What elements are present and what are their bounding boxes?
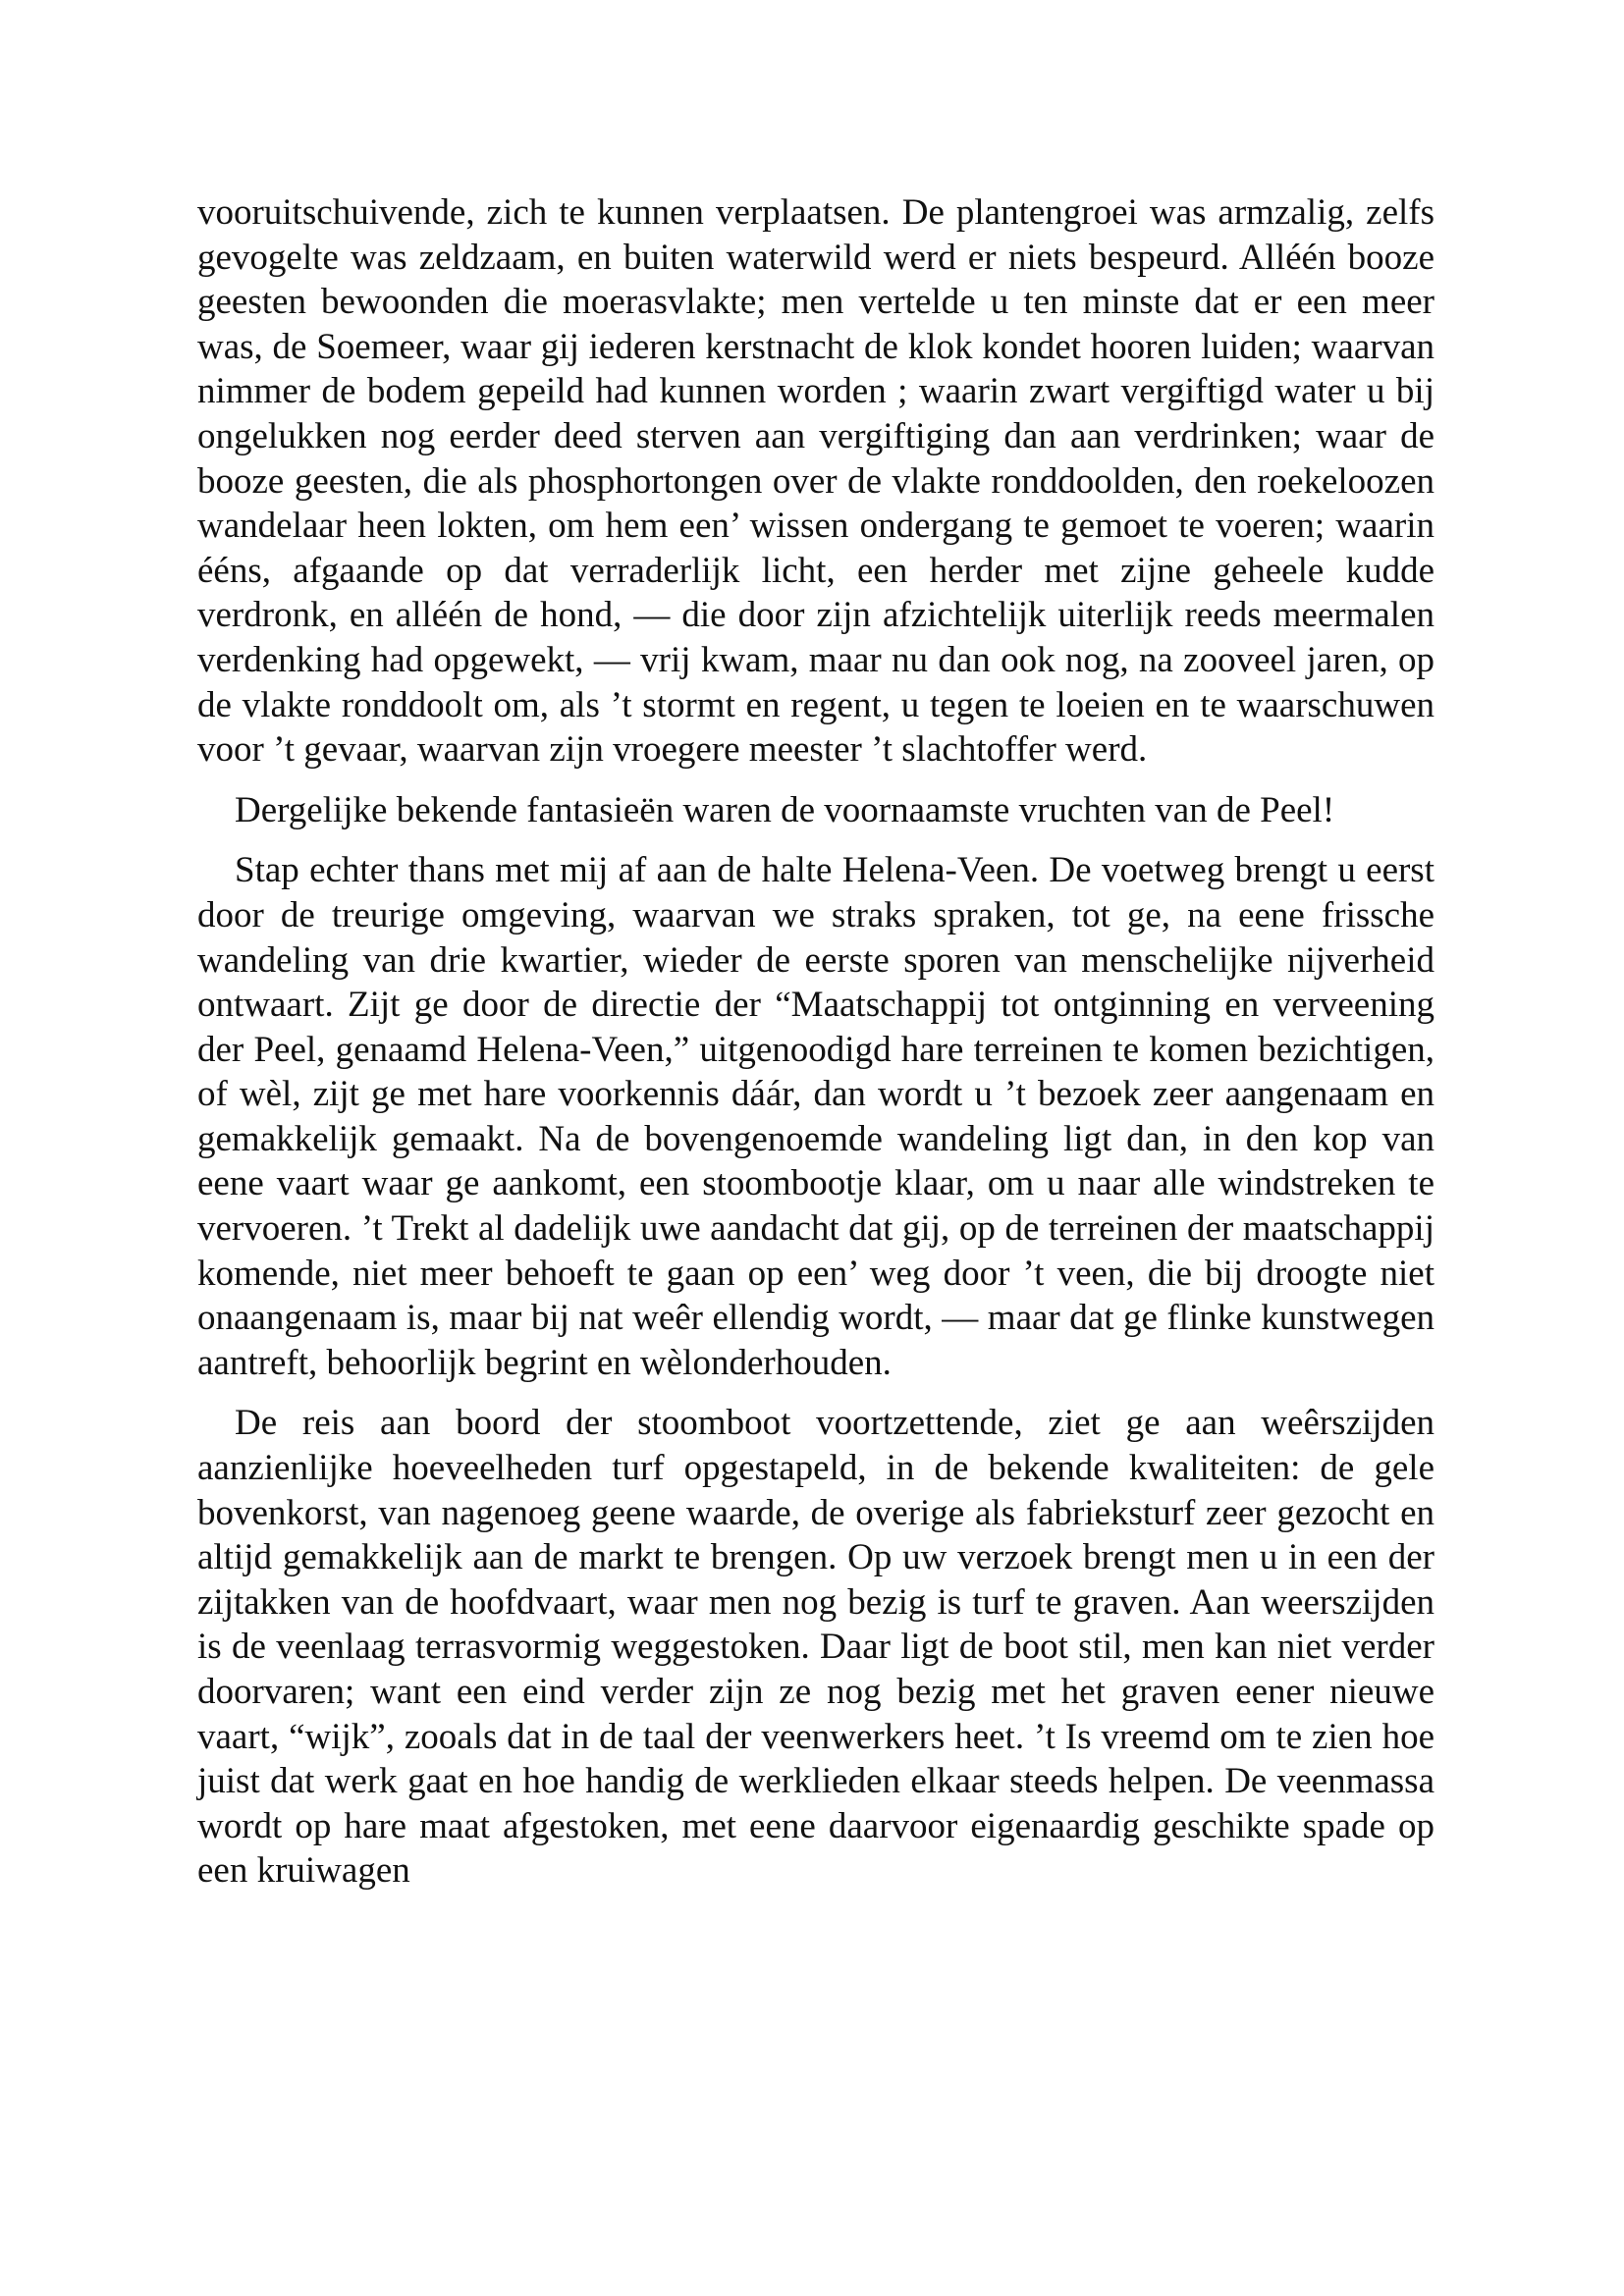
paragraph-steamboat-journey: De reis aan boord der stoomboot voortzettende, ziet ge aan weêrszijden aanzienlijke hoeveelheden turf opgestapeld, in de bekende kwaliteiten: de gele bovenkorst, van nagenoeg geene waarde, de overige als fabrieksturf zeer gezocht en altijd gemakkelijk aan de markt te brengen. Op uw verzoek brengt men u in een der zijtakken van de hoofdvaart, waar men nog bezig is turf te graven. Aan weerszijden is de veenlaag terrasvormig weggestoken. Daar ligt de boot stil, men kan niet verder doorvaren; want een eind verder zijn ze nog bezig met het graven eener nieuwe vaart, “wijk”, zooals dat in de taal der veenwerkers heet. ’t Is vreemd om te zien hoe juist dat werk gaat en hoe handig de werklieden elkaar steeds helpen. De veenmassa wordt op hare maat afgestoken, met eene daarvoor eigenaardig geschikte spade op een kruiwagen [197, 1403, 1435, 1892]
paragraph-helena-veen: Stap echter thans met mij af aan de halte Helena-Veen. De voetweg brengt u eerst door de treurige omgeving, waarvan we straks spraken, tot ge, na eene frissche wandeling van drie kwartier, wieder de eerste sporen van menschelijke nijverheid ontwaart. Zijt ge door de directie der “Maatschappij tot ontginning en verveening der Peel, genaamd Helena-Veen,” uitgenoodigd hare terreinen te komen bezichtigen, of wèl, zijt ge met hare voorkennis dáár, dan wordt u ’t bezoek zeer aangenaam en gemakkelijk gemaakt. Na de bovengenoemde wandeling ligt dan, in den kop van eene vaart waar ge aankomt, een stoombootje klaar, om u naar alle windstreken te vervoeren. ’t Trekt al dadelijk uwe aandacht dat gij, op de terreinen der maatschappij komende, niet meer behoeft te gaan op een’ weg door ’t veen, die bij droogte niet onaangenaam is, maar bij nat weêr ellendig wordt, — maar dat ge flinke kunstwegen aantreft, behoorlijk begrint en wèlonderhouden. [197, 850, 1435, 1383]
document-page [197, 190, 1435, 1894]
paragraph-fantasies: Dergelijke bekende fantasieën waren de voornaamste vruchten van de Peel! [235, 789, 1335, 830]
paragraph-peel-legends: vooruitschuivende, zich te kunnen verplaatsen. De plantengroei was armzalig, zelfs gevogelte was zeldzaam, en buiten waterwild werd er niets bespeurd. Alléén booze geesten bewoonden die moerasvlakte; men vertelde u ten minste dat er een meer was, de Soemeer, waar gij iederen kerstnacht de klok kondet hooren luiden; waarvan nimmer de bodem gepeild had kunnen worden ; waarin zwart vergiftigd water u bij ongelukken nog eerder deed sterven aan vergiftiging dan aan verdrinken; waar de booze geesten, die als phosphortongen over de vlakte ronddoolden, den roekeloozen wandelaar heen lokten, om hem een’ wissen ondergang te gemoet te voeren; waarin ééns, afgaande op dat verraderlijk licht, een herder met zijne geheele kudde verdronk, en alléén de hond, — die door zijn afzichtelijk uiterlijk reeds meermalen verdenking had opgewekt, — vrij kwam, maar nu dan ook nog, na zooveel jaren, op de vlakte ronddoolt om, als ’t stormt en regent, u tegen te loeien en te waarschuwen voor ’t gevaar, waarvan zijn vroegere meester ’t slachtoffer werd. [197, 192, 1435, 771]
